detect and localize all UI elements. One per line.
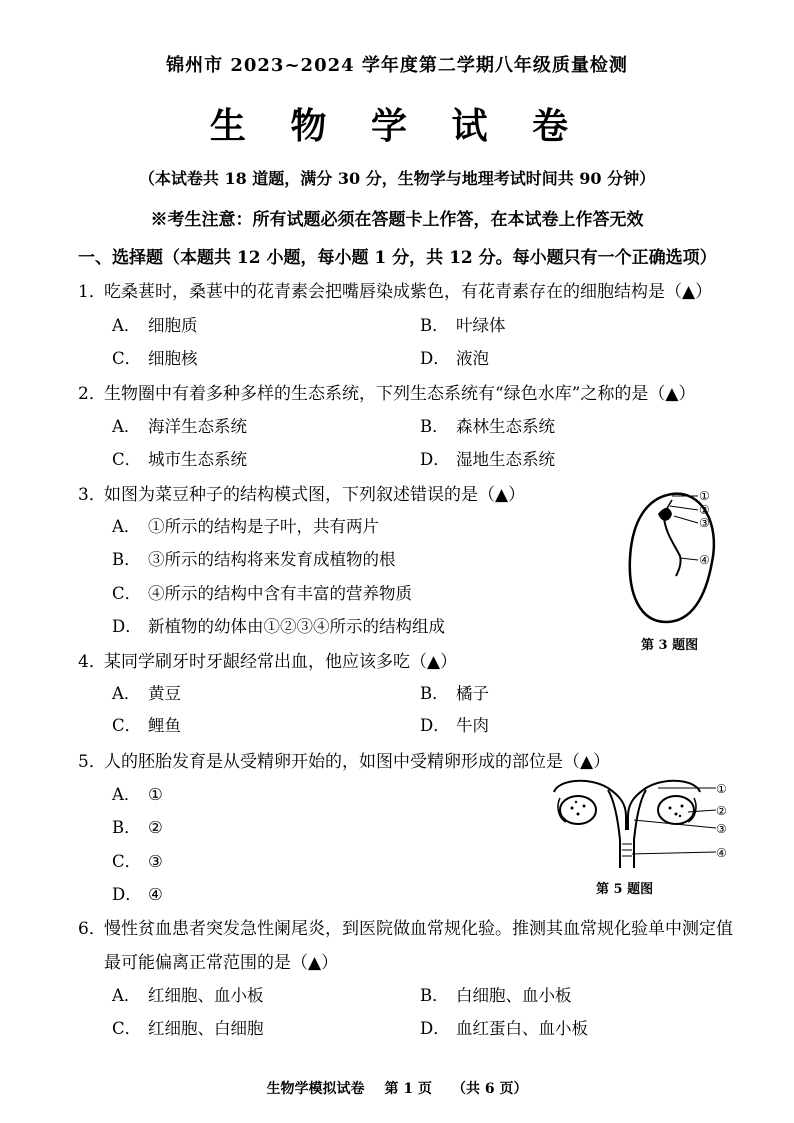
question-4 <box>78 647 457 672</box>
question-text: 慢性贫血患者突发急性阑尾炎，到医院做血常规化验。推测其血常规化验单中测定值 <box>104 919 733 939</box>
bean-seed-figure <box>620 484 730 632</box>
figure-label-3: ③ <box>716 822 727 836</box>
option-1c: C． 细胞核 <box>112 349 198 368</box>
option-6c: C． 红细胞、白细胞 <box>112 1019 264 1038</box>
question-number: 6． <box>78 919 106 939</box>
question-2 <box>78 379 695 404</box>
exam-subtitle: （本试卷共 18 道题，满分 30 分，生物学与地理考试时间共 90 分钟） <box>138 169 656 188</box>
option-5a: A． ① <box>112 785 163 804</box>
option-4a: A． 黄豆 <box>112 684 181 703</box>
footer-paper-name: 生物学模拟试卷 <box>266 1081 365 1097</box>
option-3b: B． ③所示的结构将来发育成植物的根 <box>112 550 396 569</box>
question-text: 吃桑葚时，桑葚中的花青素会把嘴唇染成紫色，有花青素存在的细胞结构是（▲） <box>104 282 713 302</box>
option-6d: D． 血红蛋白、血小板 <box>420 1019 588 1038</box>
question-number: 2． <box>78 384 106 404</box>
question-text: 生物圈中有着多种多样的生态系统，下列生态系统有“绿色水库”之称的是（▲） <box>104 384 696 404</box>
option-3c: C． ④所示的结构中含有丰富的营养物质 <box>112 584 412 603</box>
page-footer <box>0 1078 794 1098</box>
figure-5-caption: 第 5 题图 <box>596 882 654 897</box>
question-3 <box>78 480 525 505</box>
question-5 <box>78 747 610 772</box>
question-text: 人的胚胎发育是从受精卵开始的，如图中受精卵形成的部位是（▲） <box>104 752 611 772</box>
figure-label-1: ① <box>716 782 727 796</box>
option-2c: C． 城市生态系统 <box>112 450 247 469</box>
figure-3-caption: 第 3 题图 <box>641 638 699 653</box>
exam-notice: ※考生注意：所有试题必须在答题卡上作答，在本试卷上作答无效 <box>150 210 644 230</box>
option-2d: D． 湿地生态系统 <box>420 450 555 469</box>
footer-total-pages: （共 6 页） <box>452 1081 528 1097</box>
question-1 <box>78 277 712 302</box>
option-3a: A． ①所示的结构是子叶，共有两片 <box>112 517 379 536</box>
option-5b: B． ② <box>112 818 163 837</box>
question-number: 3． <box>78 485 106 505</box>
question-text: 如图为菜豆种子的结构模式图，下列叙述错误的是（▲） <box>104 485 526 505</box>
figure-label-2: ② <box>716 804 727 818</box>
reproductive-system-figure <box>548 770 730 870</box>
option-5c: C． ③ <box>112 852 163 871</box>
exam-info: 锦州市 2023~2024 学年度第二学期八年级质量检测 <box>166 55 628 76</box>
figure-label-3: ③ <box>699 516 710 530</box>
option-1a: A． 细胞质 <box>112 316 198 335</box>
option-4d: D． 牛肉 <box>420 716 489 735</box>
option-6b: B． 白细胞、血小板 <box>420 986 572 1005</box>
figure-label-4: ④ <box>716 846 727 860</box>
option-4c: C． 鲤鱼 <box>112 716 181 735</box>
question-number: 4． <box>78 652 106 672</box>
option-3d: D． 新植物的幼体由①②③④所示的结构组成 <box>112 617 445 636</box>
page-title: 生 物 学 试 卷 <box>209 105 585 147</box>
question-text: 某同学刷牙时牙龈经常出血，他应该多吃（▲） <box>104 652 458 672</box>
figure-label-4: ④ <box>699 553 710 567</box>
option-5d: D． ④ <box>112 885 163 904</box>
option-4b: B． 橘子 <box>420 684 489 703</box>
question-number: 1． <box>78 282 106 302</box>
option-1b: B． 叶绿体 <box>420 316 506 335</box>
question-6-continued: 最可能偏离正常范围的是（▲） <box>104 953 339 973</box>
option-2b: B． 森林生态系统 <box>420 417 555 436</box>
question-number: 5． <box>78 752 106 772</box>
footer-page-number: 第 1 页 <box>384 1081 432 1097</box>
figure-label-1: ① <box>699 489 710 503</box>
option-6a: A． 红细胞、血小板 <box>112 986 264 1005</box>
section-heading: 一、选择题（本题共 12 小题，每小题 1 分，共 12 分。每小题只有一个正确选项） <box>78 248 717 268</box>
option-2a: A． 海洋生态系统 <box>112 417 247 436</box>
figure-label-2: ② <box>699 503 710 517</box>
question-6 <box>78 914 733 939</box>
option-1d: D． 液泡 <box>420 349 489 368</box>
